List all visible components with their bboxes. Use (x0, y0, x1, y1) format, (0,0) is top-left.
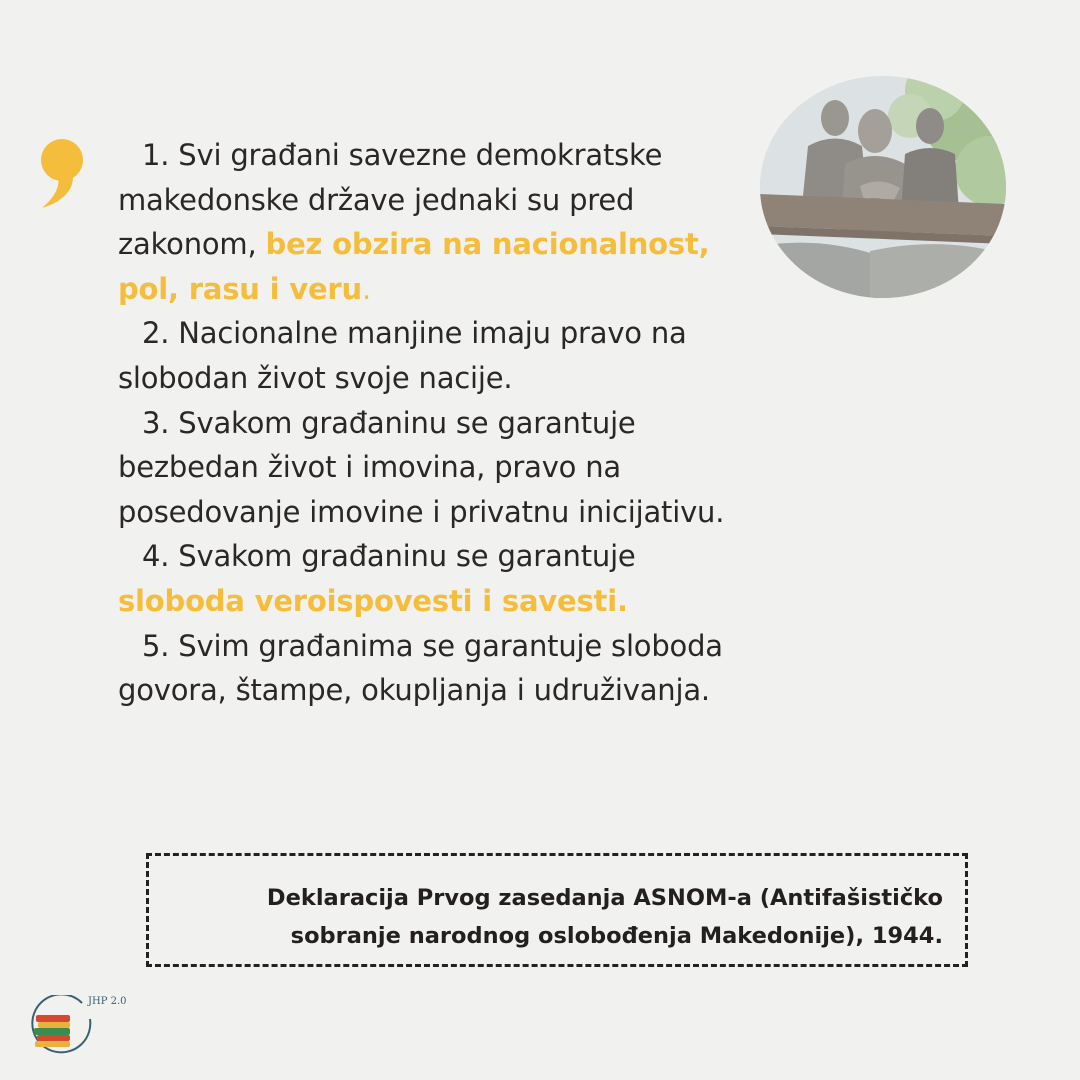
quote-line (118, 579, 798, 624)
quote-line (118, 624, 798, 669)
highlighted-text: bez obzira na nacionalnost, (265, 227, 710, 262)
quote-text-segment: makedonske države jednaki su pred (118, 182, 635, 217)
quote-line (118, 267, 798, 312)
quote-line (118, 222, 798, 267)
source-citation (267, 879, 943, 955)
highlighted-text: pol, rasu i veru (118, 271, 362, 306)
quote-line (118, 133, 798, 178)
quote-mark-icon (38, 138, 84, 210)
quote-line (118, 668, 798, 713)
quote-text-segment: 4. Svakom građaninu se garantuje (142, 539, 636, 574)
quote-text (118, 133, 798, 713)
logo-label: JHP 2.0 (88, 996, 127, 1007)
quote-line (118, 178, 798, 223)
quote-text-segment: 1. Svi građani savezne demokratske (142, 138, 663, 172)
quote-text-segment: zakonom, (118, 227, 266, 262)
quote-line (118, 311, 798, 356)
source-line-1: Deklaracija Prvog zasedanja ASNOM-a (Antifašističko (266, 885, 943, 911)
quote-text-segment: 5. Svim građanima se garantuje sloboda (142, 628, 723, 663)
quote-line (118, 490, 798, 535)
quote-line (118, 401, 798, 446)
quote-text-segment: bezbedan život i imovina, pravo na (118, 450, 621, 485)
quote-line (118, 534, 798, 579)
statue-photo (760, 76, 1006, 298)
quote-text-segment: posedovanje imovine i privatnu inicijativu. (118, 494, 725, 529)
quote-text-segment: 3. Svakom građaninu se garantuje (142, 405, 636, 440)
quote-text-segment: 2. Nacionalne manjine imaju pravo na (142, 316, 687, 351)
quote-text-segment: govora, štampe, okupljanja i udruživanja. (118, 673, 710, 708)
highlighted-text: . (361, 271, 371, 306)
quote-line (118, 445, 798, 490)
source-citation-box (146, 853, 968, 967)
source-line-2: sobranje narodnog oslobođenja Makedonije), 1944. (290, 923, 943, 949)
highlighted-text: sloboda veroispovesti i savesti. (118, 583, 628, 618)
quote-text-segment: slobodan život svoje nacije. (118, 360, 513, 395)
quote-line (118, 356, 798, 401)
